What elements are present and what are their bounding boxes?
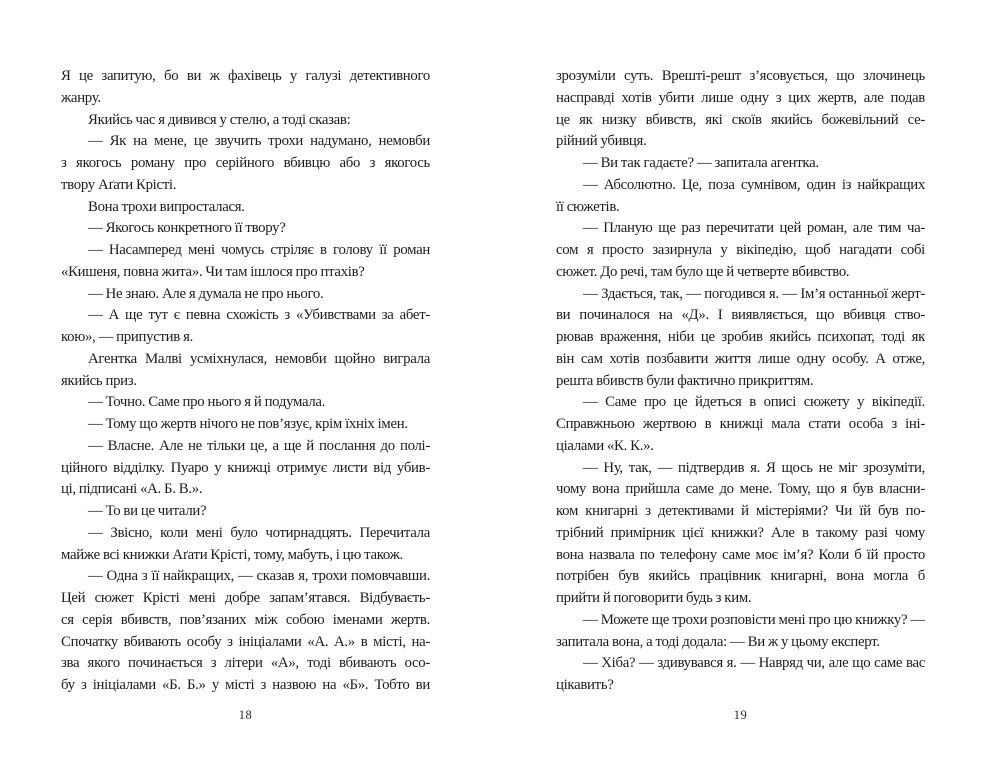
text-line: Агентка Малві усміхнулася, немовби щойно виграла [88,350,430,367]
text-line: сом я просто зазирнула у вікіпедію, щоб нагадати собі [556,242,925,258]
text-line: — Здається, так, — погодився я. — Ім’я останньої жерт- [583,285,925,302]
text-line: цікавить? [556,677,614,693]
text-line: — Власне. Але не тільки це, а ще й послання до полі- [88,437,430,454]
text-line: ціалами «К. К.». [556,437,654,454]
text-line: ся серія вбивств, пов’язаних між собою іменами жертв. [61,611,430,628]
text-line: вона назвала по телефону саме моє ім’я? Коли б їй просто [556,546,925,563]
text-line: — Точно. Саме про нього я й подумала. [88,394,326,411]
text-line: Справжньою жертвою в книжці мала стати особа з іні- [556,416,925,432]
text-line: насправді хотів убити лише одну з цих жертв, але подав [556,89,925,106]
text-line: твору Аґати Крісті. [61,176,177,193]
text-line: це як низку вбивств, які скоїв якийсь божевільний се- [556,111,925,128]
text-line: решта вбивств були фактично прикриттям. [556,372,814,389]
text-line: її сюжетів. [556,198,620,215]
text-line: чому вона прийшла саме до мене. Тому, що я був власни- [556,481,925,498]
text-line: — Не знаю. Але я думала не про нього. [88,285,324,302]
text-line: — Хіба? — здивувався я. — Навряд чи, але що саме вас [583,655,925,672]
text-line: — То ви це читали? [88,503,207,519]
text-line: бу з ініціалами «Б. Б.» у місті з назвою на «Б». Тобто ви [61,677,430,693]
text-line: — Одна з її найкращих, — сказав я, трохи помовчавши. [88,568,430,585]
text-line: — Ви так гадаєте? — запитала агентка. [583,155,819,171]
text-line: якийсь приз. [61,372,137,389]
text-line: — А ще тут є певна схожість з «Убивствами за абет- [88,307,430,324]
text-line: жанру. [61,89,101,106]
text-line: — Якогось конкретного її твору? [88,220,286,237]
text-line: ці, підписані «А. Б. В.». [61,481,203,498]
page-right-text-column [556,66,925,697]
text-line: Якийсь час я дивився у стелю, а тоді сказав: [88,111,351,128]
text-line: Цей сюжет Крісті мені добре запам’ятався. Відбуваєть- [61,590,430,606]
text-line: — Насамперед мені чомусь стріляє в голову її роман [88,242,430,258]
text-line: — Тому що жертв нічого не пов’язує, крім їхніх імен. [88,416,408,432]
text-line: він сам хотів позбавити життя лише одну особу. А отже, [556,350,925,367]
text-line: — Саме про це йдеться в описі сюжету у вікіпедії. [583,394,925,411]
text-line: Вона трохи випросталася. [88,198,245,215]
text-line: рював враження, ніби це зробив якийсь психопат, тоді як [556,329,925,345]
page-number-right: 19 [733,708,748,722]
text-line: рійний убивця. [556,133,647,150]
text-line: Я це запитую, бо ви ж фахівець у галузі детективного [61,68,430,84]
page-number-left: 18 [238,708,253,722]
text-line: запитала вона, а тоді додала: — Ви ж у цьому експерт. [556,633,880,650]
text-line: зва якого починається з літери «А», тоді вбивають осо- [61,655,430,672]
text-line: сюжет. До речі, там було ще й четверте вбивство. [556,263,850,280]
text-line: зрозуміли суть. Врешті-решт з’ясовується, що злочинець [556,68,925,84]
text-line: — Звісно, коли мені було чотирнадцять. Перечитала [88,524,430,541]
text-line: прийти й поговорити будь з ким. [556,590,752,606]
text-line: потрібен був якийсь працівник книгарні, вона могла б [556,568,925,585]
text-line: — Як на мене, це звучить трохи надумано, немовби [88,133,430,150]
text-line: — Можете ще трохи розповісти мені про цю книжку? — [583,611,925,628]
page-left-text-column [61,66,430,697]
text-line: ви починалося на «Д». І виявляється, що вбивця ство- [556,307,925,324]
text-line: трібний примірник цієї книжки? Але в такому разі чому [556,524,925,541]
text-line: — Абсолютно. Це, поза сумнівом, один із найкращих [583,176,925,193]
text-line: Спочатку вбивають особу з ініціалами «А. А.» в місті, на- [61,633,430,650]
text-line: ційного відділку. Пуаро у книжці отримує листи від убив- [61,459,430,476]
text-line: — Ну, так, — підтвердив я. Я щось не міг зрозуміти, [583,459,925,476]
text-line: кою», — припустив я. [61,329,193,345]
text-line: майже всі книжки Аґати Крісті, тому, мабуть, і цю також. [61,546,403,563]
text-line: з якогось роману про серійного вбивцю або з якогось [61,155,430,171]
text-line: ком книгарні з детективами й містеріями? Чи їй був по- [556,503,925,519]
text-line: «Кишеня, повна жита». Чи там ішлося про птахів? [61,263,365,280]
text-line: — Планую ще раз перечитати цей роман, але тим ча- [583,220,925,237]
